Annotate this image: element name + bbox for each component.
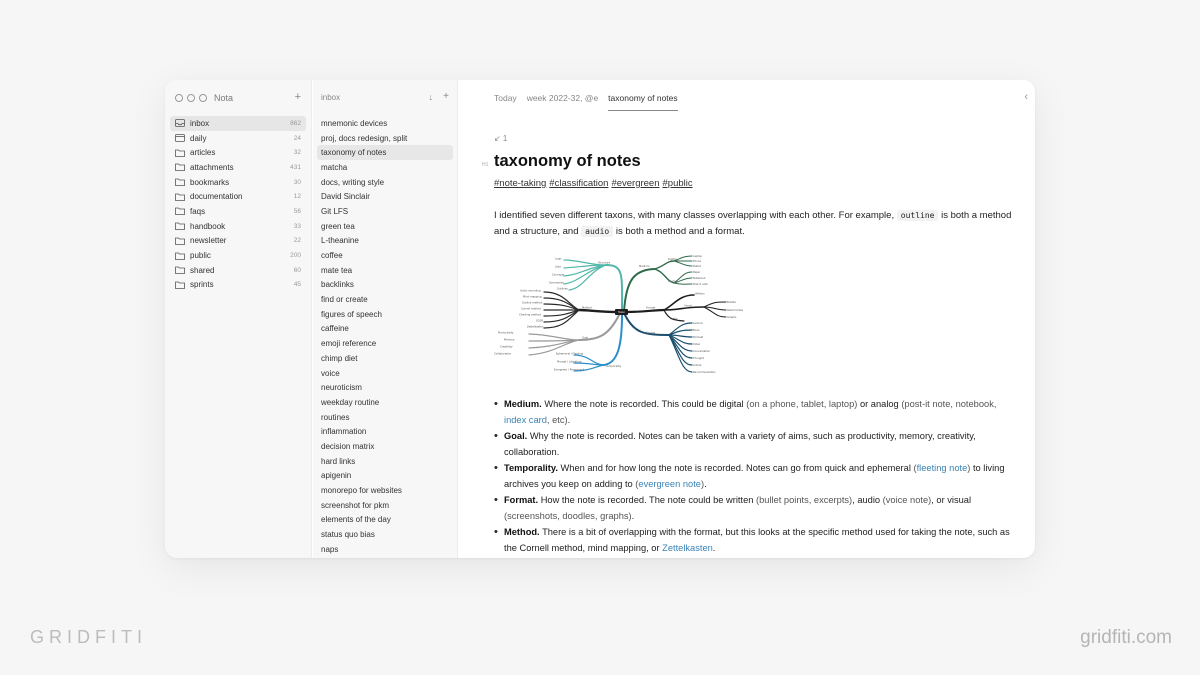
note-item[interactable]: monorepo for websites	[321, 486, 402, 496]
svg-text:Prompt / Literature: Prompt / Literature	[557, 360, 582, 364]
watermark-left: GRIDFITI	[30, 627, 147, 647]
note-item[interactable]: Git LFS	[321, 206, 349, 216]
folder-count: 24	[293, 134, 301, 142]
svg-text:Phone: Phone	[693, 260, 702, 263]
folder-count: 32	[293, 149, 301, 157]
folder-name: sprints	[190, 280, 214, 290]
bullet-label: Format.	[504, 495, 539, 505]
folder-count: 862	[290, 119, 301, 127]
list-item-format	[494, 492, 1014, 524]
add-note-button[interactable]: +	[443, 91, 449, 102]
note-item[interactable]: decision matrix	[321, 441, 375, 451]
fleeting-note-link[interactable]: fleeting note	[916, 463, 968, 473]
folder-count: 30	[293, 178, 301, 186]
note-item[interactable]: green tea	[321, 221, 355, 231]
evergreen-note-link[interactable]: evergreen note	[638, 479, 701, 489]
note-item[interactable]: L-theanine	[321, 236, 359, 246]
folder-item-documentation[interactable]	[170, 189, 306, 204]
note-item[interactable]: status quo bias	[321, 530, 375, 540]
sidebar	[165, 80, 312, 558]
svg-text:Cornell method: Cornell method	[521, 307, 541, 311]
svg-text:SQ3R: SQ3R	[536, 319, 544, 323]
svg-text:Visual: Visual	[684, 304, 692, 308]
folder-icon	[175, 266, 185, 274]
text: is both a method and a structure, and	[494, 210, 1012, 237]
text: Why the note is recorded. Notes can be taken with a variety of aims, such as productivity, memory, creativity, collaboration.	[504, 431, 976, 457]
inbox-icon	[175, 119, 185, 127]
folder-icon	[175, 149, 185, 157]
folder-item-daily[interactable]	[170, 131, 306, 146]
text: , or visual	[931, 495, 972, 505]
maximize-window-button[interactable]	[199, 94, 207, 102]
folder-name: bookmarks	[190, 177, 230, 187]
text: .	[704, 479, 707, 489]
note-item[interactable]: naps	[321, 544, 339, 554]
svg-text:Notebook: Notebook	[693, 277, 706, 280]
folder-count: 431	[290, 163, 301, 171]
note-item[interactable]: elements of the day	[321, 515, 391, 525]
svg-text:Thought: Thought	[693, 357, 704, 360]
text: I identified seven different taxons, with many classes overlapping with each other. For example,	[494, 210, 895, 221]
svg-text:Bullets: Bullets	[727, 301, 736, 304]
aside-text: (post-it note, notebook,	[901, 399, 997, 409]
text: .	[631, 511, 635, 521]
note-item[interactable]: backlinks	[321, 280, 354, 290]
aside-text: (bullet points, excerpts)	[756, 495, 853, 505]
svg-text:Memory: Memory	[504, 338, 515, 342]
index-card-link[interactable]: index card	[504, 415, 547, 425]
tag-list	[494, 178, 693, 189]
note-item[interactable]: inflammation	[321, 427, 367, 437]
folder-item-public[interactable]	[170, 248, 306, 263]
note-item[interactable]: coffee	[321, 251, 343, 261]
note-item[interactable]: chimp diet	[321, 353, 358, 363]
sidebar-header	[165, 90, 311, 106]
list-item-medium	[494, 396, 1014, 428]
mindmap-center-label: Taxon	[618, 311, 625, 315]
svg-text:Method: Method	[582, 306, 592, 310]
svg-text:Evergreen / Permanent: Evergreen / Permanent	[554, 368, 584, 372]
list-item-temporality	[494, 460, 1014, 492]
svg-text:Concepts: Concepts	[552, 273, 565, 277]
note-item[interactable]: mate tea	[321, 265, 353, 275]
text: There is a bit of overlapping with the format, but this looks at the specific method used for taking the note, such as the Cornell method, mind mapping, or	[504, 527, 1010, 553]
editor-pane	[459, 80, 1035, 558]
app-window	[165, 80, 1035, 558]
svg-text:Post-it note: Post-it note	[693, 283, 708, 286]
text: .	[567, 415, 571, 425]
svg-text:Structure: Structure	[598, 261, 611, 265]
folder-name: handbook	[190, 221, 226, 231]
folder-item-sprints[interactable]	[170, 278, 306, 293]
folder-count: 56	[293, 207, 301, 215]
text: When and for how long the note is recorded. Notes can go from quick and ephemeral	[560, 463, 911, 473]
note-item[interactable]: voice	[321, 368, 340, 378]
bullet-label: Method.	[504, 527, 540, 537]
bullet-label: Temporality.	[504, 463, 558, 473]
folder-count: 12	[293, 193, 301, 201]
folder-count: 33	[293, 222, 301, 230]
folder-name: articles	[190, 148, 216, 158]
aside-text: (on a phone, tablet, laptop)	[746, 399, 858, 409]
folder-item-bookmarks[interactable]	[170, 175, 306, 190]
svg-text:Goal: Goal	[582, 336, 588, 340]
svg-text:Audio: Audio	[670, 317, 678, 321]
folder-item-articles[interactable]	[170, 145, 306, 160]
svg-text:Audio recording: Audio recording	[520, 289, 541, 293]
aside-text: (voice note)	[882, 495, 932, 505]
folder-item-handbook[interactable]	[170, 219, 306, 234]
note-item[interactable]: figures of speech	[321, 309, 382, 319]
note-list	[317, 116, 453, 557]
note-item[interactable]: emoji reference	[321, 339, 377, 349]
note-list-title: inbox	[321, 93, 341, 102]
text: .	[712, 543, 716, 553]
note-item[interactable]: find or create	[321, 295, 368, 305]
tab-taxonomy-of-notes[interactable]: taxonomy of notes	[608, 93, 677, 111]
folder-name: attachments	[190, 162, 234, 172]
svg-text:Mind mapping: Mind mapping	[523, 295, 542, 299]
backlinks-count[interactable]: ↙ 1	[494, 134, 508, 143]
svg-text:Article: Article	[693, 364, 702, 367]
text: , audio	[852, 495, 881, 505]
folder-count: 45	[293, 281, 301, 289]
folder-name: daily	[190, 133, 207, 143]
bullet-label: Medium.	[504, 399, 542, 409]
list-item-method	[494, 524, 1014, 556]
folder-name: public	[190, 251, 211, 261]
svg-text:Source: Source	[646, 331, 655, 335]
note-item[interactable]: screenshot for pkm	[321, 500, 390, 510]
add-folder-button[interactable]: +	[294, 91, 301, 103]
text: or analog	[859, 399, 899, 409]
text: to living archives you keep on adding to	[504, 463, 1005, 489]
tag-link[interactable]: #evergreen	[611, 178, 660, 189]
chevron-left-icon[interactable]: ‹	[1024, 91, 1028, 103]
text: is both a method and a format.	[615, 226, 745, 237]
close-window-button[interactable]	[175, 94, 183, 102]
tab-bar	[494, 93, 678, 111]
text: How the note is recorded. The note could be written	[540, 495, 754, 505]
aside-text: (	[635, 479, 639, 489]
svg-text:Paper: Paper	[693, 271, 701, 274]
folder-count: 22	[293, 237, 301, 245]
folder-icon	[175, 178, 185, 186]
note-item[interactable]: caffeine	[321, 324, 349, 334]
svg-text:Written: Written	[695, 292, 705, 296]
folder-count: 60	[293, 266, 301, 274]
folder-icon	[175, 252, 185, 260]
svg-text:Lists: Lists	[555, 265, 561, 269]
note-list-panel	[313, 80, 458, 558]
svg-text:Ephemeral / Fleeting: Ephemeral / Fleeting	[556, 352, 583, 356]
folder-icon	[175, 237, 185, 245]
folder-name: inbox	[190, 118, 210, 128]
tab-week[interactable]: week 2022-32, @e	[526, 93, 599, 103]
svg-text:Recommendation: Recommendation	[693, 371, 716, 374]
note-item[interactable]: mnemonic devices	[321, 118, 388, 128]
svg-text:Zettelkasten: Zettelkasten	[527, 325, 544, 329]
folder-name: shared	[190, 265, 215, 275]
svg-text:Book: Book	[693, 329, 700, 332]
svg-text:Tablet: Tablet	[693, 265, 701, 268]
page-title: taxonomy of notes	[494, 152, 641, 170]
svg-text:Summaries: Summaries	[549, 281, 564, 285]
note-item[interactable]: hard links	[321, 456, 356, 466]
intro-paragraph	[494, 208, 1014, 240]
tab-today[interactable]: Today	[494, 93, 517, 103]
note-item[interactable]: neuroticism	[321, 383, 362, 393]
folder-icon	[175, 193, 185, 201]
svg-text:Charting method: Charting method	[519, 313, 541, 317]
svg-text:Lecture: Lecture	[693, 322, 703, 325]
svg-text:Productivity: Productivity	[498, 331, 514, 335]
aside-text: )	[700, 479, 705, 489]
svg-text:Outline method: Outline method	[522, 301, 543, 305]
list-item-goal	[494, 428, 1014, 460]
app-name: Nota	[214, 93, 234, 103]
svg-text:Logic: Logic	[555, 257, 562, 261]
taxon-list	[494, 396, 1014, 556]
folder-name: faqs	[190, 206, 206, 216]
folder-icon	[175, 163, 185, 171]
note-item[interactable]: weekday routine	[321, 397, 380, 407]
tag-link[interactable]: #classification	[549, 178, 609, 189]
svg-text:Conversation: Conversation	[693, 350, 711, 353]
svg-text:Podcast: Podcast	[693, 336, 704, 339]
tag-link[interactable]: #note-taking	[494, 178, 547, 189]
note-item[interactable]: routines	[321, 412, 350, 422]
folder-item-inbox[interactable]	[170, 116, 306, 131]
minimize-window-button[interactable]	[187, 94, 195, 102]
svg-text:Format: Format	[646, 306, 656, 310]
aside-text: (screenshots, doodles, graphs)	[504, 511, 632, 521]
tag-link[interactable]: #public	[662, 178, 693, 189]
note-list-header	[321, 93, 449, 105]
note-item[interactable]: matcha	[321, 162, 348, 172]
watermark-right: gridfiti.com	[1080, 627, 1172, 648]
svg-text:Medium: Medium	[639, 265, 650, 268]
aside-text: )	[967, 463, 971, 473]
svg-text:Temporality: Temporality	[606, 365, 622, 368]
taxonomy-mindmap-image	[494, 255, 754, 380]
folder-count: 200	[290, 252, 301, 260]
calendar-icon	[175, 134, 185, 142]
aside-text: , etc)	[546, 415, 568, 425]
note-item[interactable]: apigenin	[321, 471, 352, 481]
svg-text:Analog: Analog	[668, 280, 677, 283]
aside-text: (	[913, 463, 917, 473]
text: Where the note is recorded. This could be digital	[544, 399, 744, 409]
svg-text:Graphs: Graphs	[727, 316, 737, 319]
folder-name: newsletter	[190, 236, 227, 246]
inline-code: outline	[897, 210, 939, 221]
svg-text:Creativity: Creativity	[500, 345, 513, 349]
bullet-label: Goal.	[504, 431, 528, 441]
folder-item-shared[interactable]	[170, 263, 306, 278]
heading-level-marker: H1	[482, 162, 489, 168]
note-item-selected[interactable]: taxonomy of notes	[317, 145, 453, 160]
folder-icon	[175, 281, 185, 289]
svg-text:Collaboration: Collaboration	[494, 352, 512, 356]
folder-item-attachments[interactable]	[170, 160, 306, 175]
sort-icon[interactable]: ↓	[428, 92, 433, 102]
svg-text:Sketchnotes: Sketchnotes	[727, 309, 743, 312]
folder-name: documentation	[190, 192, 243, 202]
window-controls	[175, 94, 207, 102]
note-item[interactable]: docs, writing style	[321, 177, 385, 187]
svg-text:Video: Video	[693, 343, 701, 346]
note-item[interactable]: proj, docs redesign, split	[321, 133, 408, 143]
folder-icon	[175, 222, 185, 230]
folder-item-faqs[interactable]	[170, 204, 306, 219]
note-item[interactable]: David Sinclair	[321, 192, 370, 202]
folder-list	[170, 116, 306, 292]
folder-item-newsletter[interactable]	[170, 234, 306, 249]
svg-text:Outlines: Outlines	[557, 287, 568, 291]
folder-icon	[175, 207, 185, 215]
svg-text:Laptop: Laptop	[693, 255, 702, 258]
inline-code: audio	[581, 226, 613, 237]
svg-text:Digital: Digital	[668, 258, 677, 261]
zettelkasten-link[interactable]: Zettelkasten	[662, 543, 713, 553]
